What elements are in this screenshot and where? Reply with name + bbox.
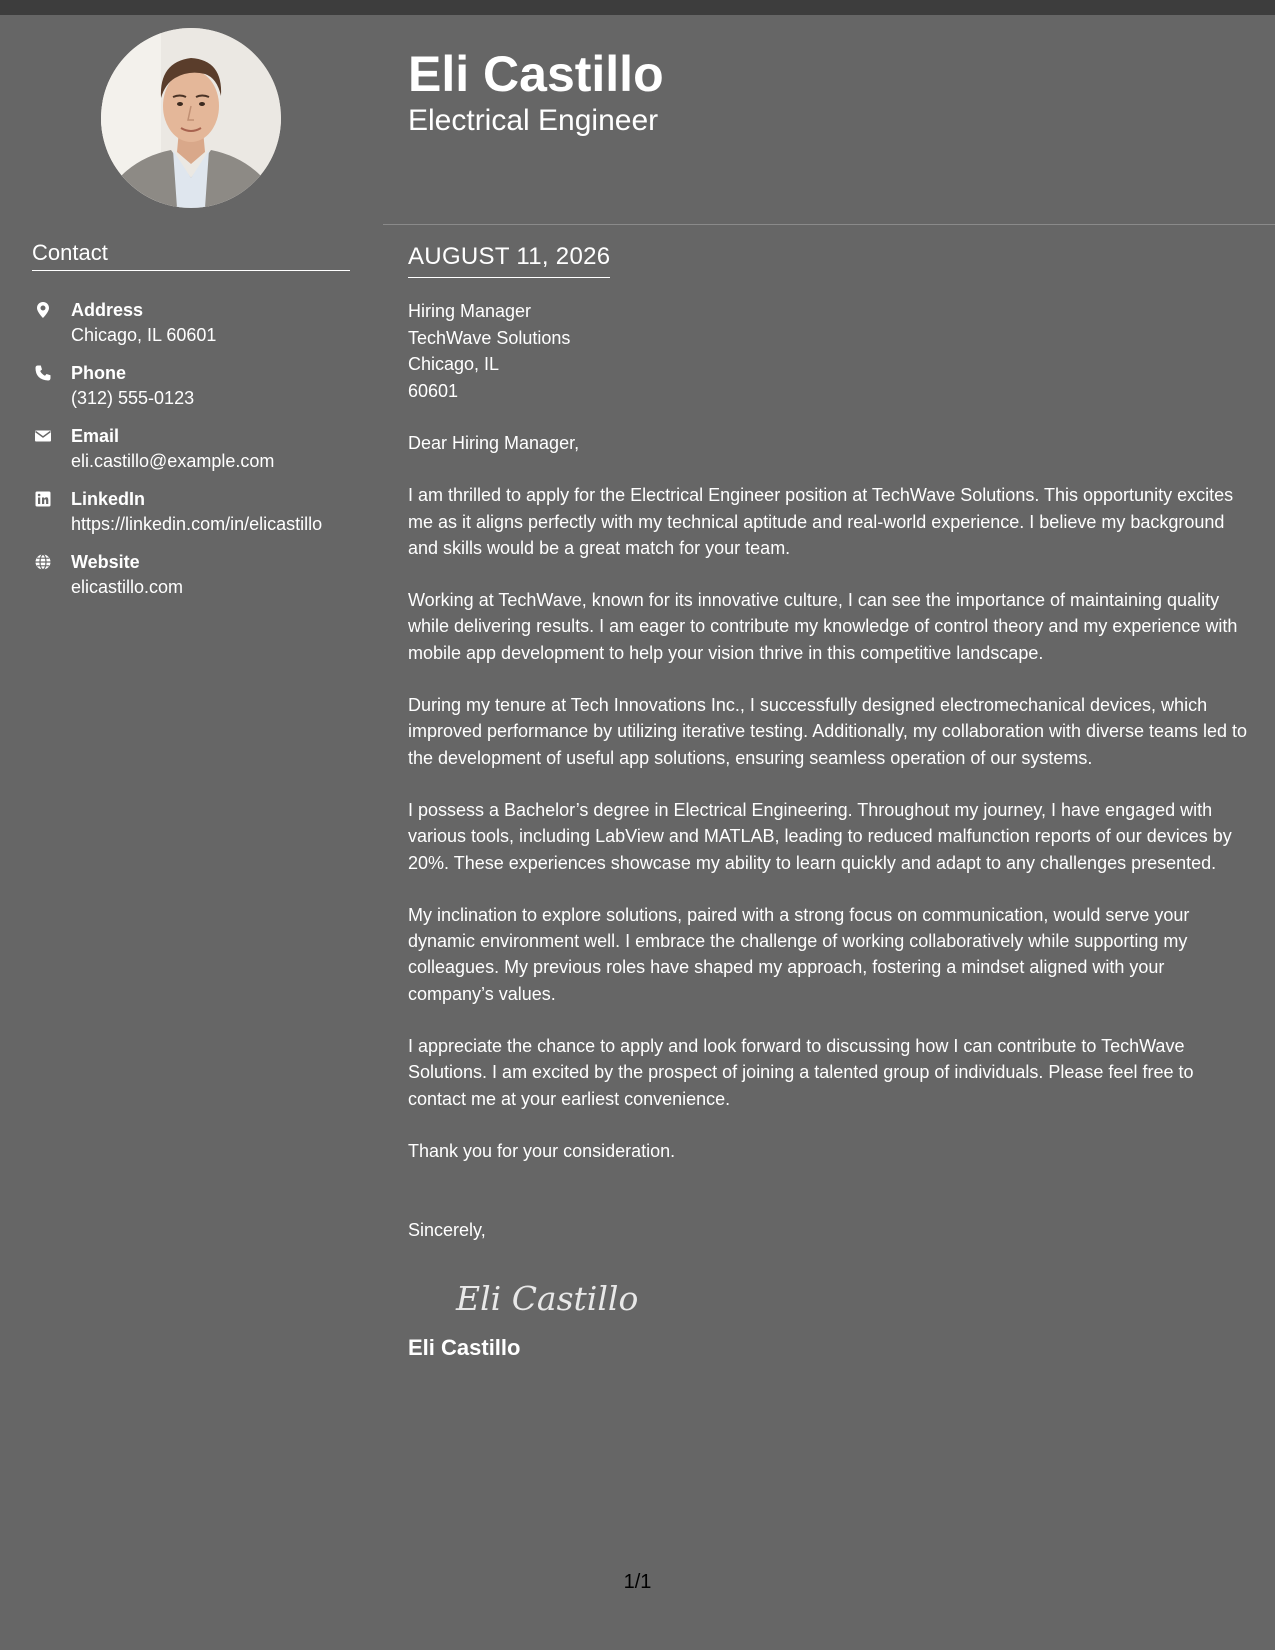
letter-body bbox=[408, 242, 1253, 1362]
contact-heading: Contact bbox=[32, 241, 350, 271]
recipient-line: 60601 bbox=[408, 380, 459, 401]
salutation: Dear Hiring Manager, bbox=[408, 433, 580, 453]
contact-item-email bbox=[32, 425, 372, 488]
contact-item-phone bbox=[32, 362, 372, 425]
profile-photo-illustration bbox=[101, 28, 281, 208]
contact-value: elicastillo.com bbox=[71, 577, 184, 597]
page-number: 1/1 bbox=[623, 1571, 652, 1593]
recipient-line: Chicago, IL bbox=[408, 354, 500, 374]
body-paragraph: My inclination to explore solutions, paired with a strong focus on communication, would serve your dynamic environment well. I embrace the challenge of working collaboratively while supporting my colleagues. My previous roles have shaped my approach, fostering a mindset aligned with your company’s values. bbox=[408, 904, 1190, 1004]
contact-label: Address bbox=[71, 300, 144, 320]
body-paragraph: I am thrilled to apply for the Electrical Engineer position at TechWave Solutions. This opportunity excites me as it aligns perfectly with my technical aptitude and real-world experience. I believe my background and skills would be a great match for your team. bbox=[408, 485, 1234, 558]
contact-list bbox=[32, 299, 372, 614]
signature-script bbox=[450, 1272, 670, 1324]
recipient-line: Hiring Manager bbox=[408, 301, 532, 321]
body-paragraph: Thank you for your consideration. bbox=[408, 1140, 676, 1161]
svg-text:Eli Castillo: Eli Castillo bbox=[456, 1278, 639, 1318]
signature bbox=[450, 1272, 670, 1324]
body-paragraph: I possess a Bachelor’s degree in Electrical Engineering. Throughout my journey, I have engaged with various tools, including LabView and MATLAB, leading to reduced malfunction reports of our devices by 20%. These experiences showcase my ability to learn quickly and adapt to any challenges presented. bbox=[408, 799, 1232, 873]
signer-name: Eli Castillo bbox=[408, 1334, 521, 1360]
contact-label: Email bbox=[71, 426, 120, 446]
contact-item-linkedin bbox=[32, 488, 372, 551]
profile-photo bbox=[101, 28, 281, 208]
globe-icon bbox=[34, 553, 52, 571]
top-bar bbox=[0, 0, 1275, 15]
map-pin-icon bbox=[34, 301, 52, 319]
contact-value: (312) 555-0123 bbox=[71, 388, 195, 408]
contact-label: Phone bbox=[71, 363, 127, 383]
phone-icon bbox=[34, 364, 52, 382]
contact-label: LinkedIn bbox=[71, 489, 146, 509]
recipient-block bbox=[408, 298, 1253, 404]
contact-value: Chicago, IL 60601 bbox=[71, 325, 217, 345]
applicant-name: Eli Castillo bbox=[408, 46, 664, 102]
envelope-icon bbox=[34, 427, 52, 445]
body-paragraph: I appreciate the chance to apply and look forward to discussing how I can contribute to TechWave Solutions. I am excited by the prospect of joining a talented group of individuals. Please feel free to contact me at your earliest convenience. bbox=[408, 1036, 1194, 1109]
applicant-title: Electrical Engineer bbox=[408, 104, 659, 137]
letter-header bbox=[383, 15, 1275, 225]
contact-label: Website bbox=[71, 552, 140, 572]
contact-item-website bbox=[32, 551, 372, 614]
closing: Sincerely, bbox=[408, 1220, 486, 1241]
sidebar bbox=[0, 15, 383, 1650]
body-paragraph: Working at TechWave, known for its innovative culture, I can see the importance of maintaining quality while delivering results. I am eager to contribute my knowledge of control theory and my experience with mobile app development to help your vision thrive in this competitive landscape. bbox=[408, 590, 1238, 663]
linkedin-icon bbox=[34, 490, 52, 508]
body-paragraph: During my tenure at Tech Innovations Inc., I successfully designed electromechanical devices, which improved performance by utilizing iterative testing. Additionally, my collaboration with diverse teams led to the development of useful app solutions, ensuring seamless operation of our systems. bbox=[408, 695, 1248, 768]
contact-value: https://linkedin.com/in/elicastillo bbox=[71, 514, 323, 534]
contact-value: eli.castillo@example.com bbox=[71, 451, 275, 471]
recipient-line: TechWave Solutions bbox=[408, 327, 571, 348]
contact-item-address bbox=[32, 299, 372, 362]
letter-date: AUGUST 11, 2026 bbox=[408, 242, 610, 278]
